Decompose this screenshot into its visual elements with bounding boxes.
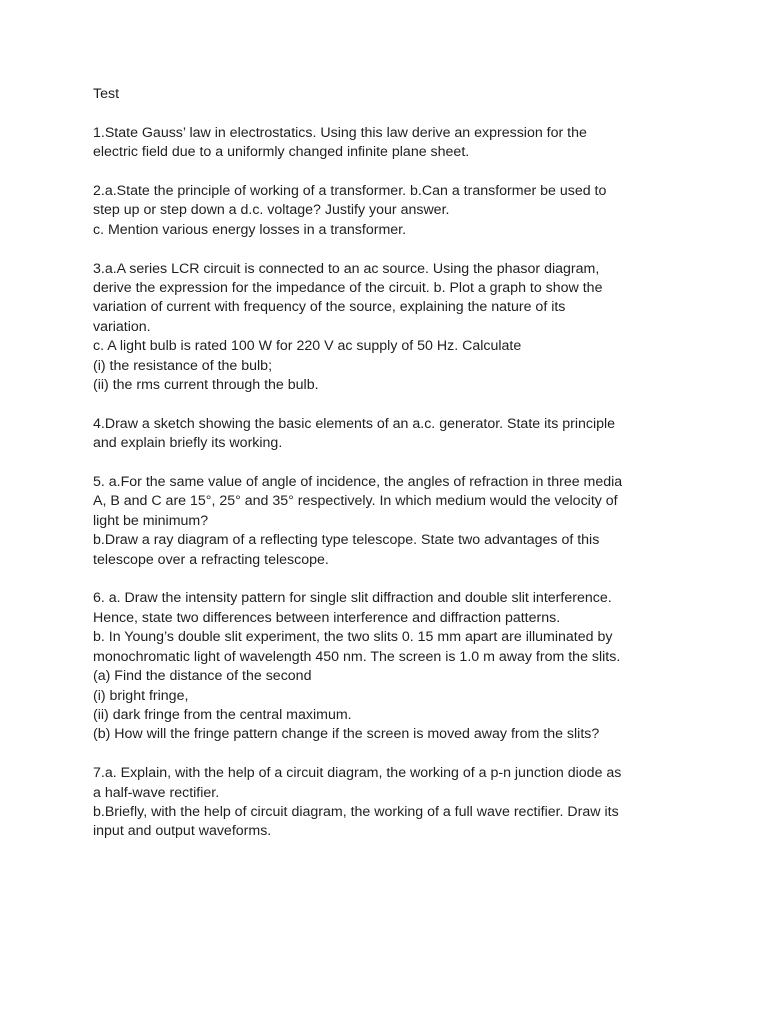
question-text-line: (a) Find the distance of the second — [93, 668, 312, 685]
question-text-line: 1.State Gauss’ law in electrostatics. Using this law derive an expression for the — [93, 124, 587, 141]
question-block — [93, 415, 673, 454]
question-text-line: (ii) the rms current through the bulb. — [93, 377, 319, 394]
question-block — [93, 589, 673, 744]
question-text-line: electric field due to a uniformly changed infinite plane sheet. — [93, 144, 470, 161]
question-text-line: step up or step down a d.c. voltage? Justify your answer. — [93, 202, 450, 219]
document-title: Test — [93, 86, 120, 102]
question-text-line: derive the expression for the impedance of the circuit. b. Plot a graph to show the — [93, 280, 603, 297]
question-text-line: (ii) dark fringe from the central maximum. — [93, 706, 352, 723]
question-block — [93, 473, 673, 570]
question-text-line: A, B and C are 15°, 25° and 35° respectively. In which medium would the velocity of — [93, 493, 618, 510]
question-text-line: c. Mention various energy losses in a transformer. — [93, 221, 407, 238]
question-text-line: variation of current with frequency of the source, explaining the nature of its — [93, 299, 566, 316]
question-text-line: b.Briefly, with the help of circuit diagram, the working of a full wave rectifier. Draw its — [93, 803, 619, 820]
question-text-line: telescope over a refracting telescope. — [93, 551, 329, 568]
question-text-line: 2.a.State the principle of working of a transformer. b.Can a transformer be used to — [93, 183, 607, 199]
question-text-line: and explain briefly its working. — [93, 435, 283, 452]
question-text-line: a half-wave rectifier. — [93, 784, 220, 801]
question-text-line: 6. a. Draw the intensity pattern for single slit diffraction and double slit interference. — [93, 590, 612, 607]
question-block — [93, 260, 673, 396]
question-text-line: variation. — [93, 318, 151, 335]
question-block — [93, 182, 673, 240]
question-text-line: (i) bright fringe, — [93, 687, 189, 704]
question-list — [93, 124, 673, 842]
question-text-line: 4.Draw a sketch showing the basic elements of an a.c. generator. State its principle — [93, 415, 616, 432]
question-text-line: b. In Young’s double slit experiment, the two slits 0. 15 mm apart are illuminated by — [93, 629, 613, 646]
question-text-line: (b) How will the fringe pattern change if the screen is moved away from the slits? — [93, 726, 600, 743]
question-text-line: monochromatic light of wavelength 450 nm. The screen is 1.0 m away from the slits. — [93, 648, 621, 665]
question-block — [93, 124, 673, 163]
question-text-line: (i) the resistance of the bulb; — [93, 357, 273, 374]
question-text-line: c. A light bulb is rated 100 W for 220 V ac supply of 50 Hz. Calculate — [93, 338, 522, 355]
question-text-line: Hence, state two differences between interference and diffraction patterns. — [93, 609, 561, 626]
question-text-line: 5. a.For the same value of angle of incidence, the angles of refraction in three media — [93, 474, 623, 491]
question-text-line: 7.a. Explain, with the help of a circuit diagram, the working of a p-n junction diode as — [93, 765, 622, 782]
question-text-line: input and output waveforms. — [93, 823, 272, 840]
question-text-line: light be minimum? — [93, 512, 209, 529]
document-page — [93, 85, 673, 861]
question-text-line: 3.a.A series LCR circuit is connected to an ac source. Using the phasor diagram, — [93, 260, 600, 277]
question-text-line: b.Draw a ray diagram of a reflecting type telescope. State two advantages of this — [93, 532, 600, 549]
question-block — [93, 764, 673, 842]
